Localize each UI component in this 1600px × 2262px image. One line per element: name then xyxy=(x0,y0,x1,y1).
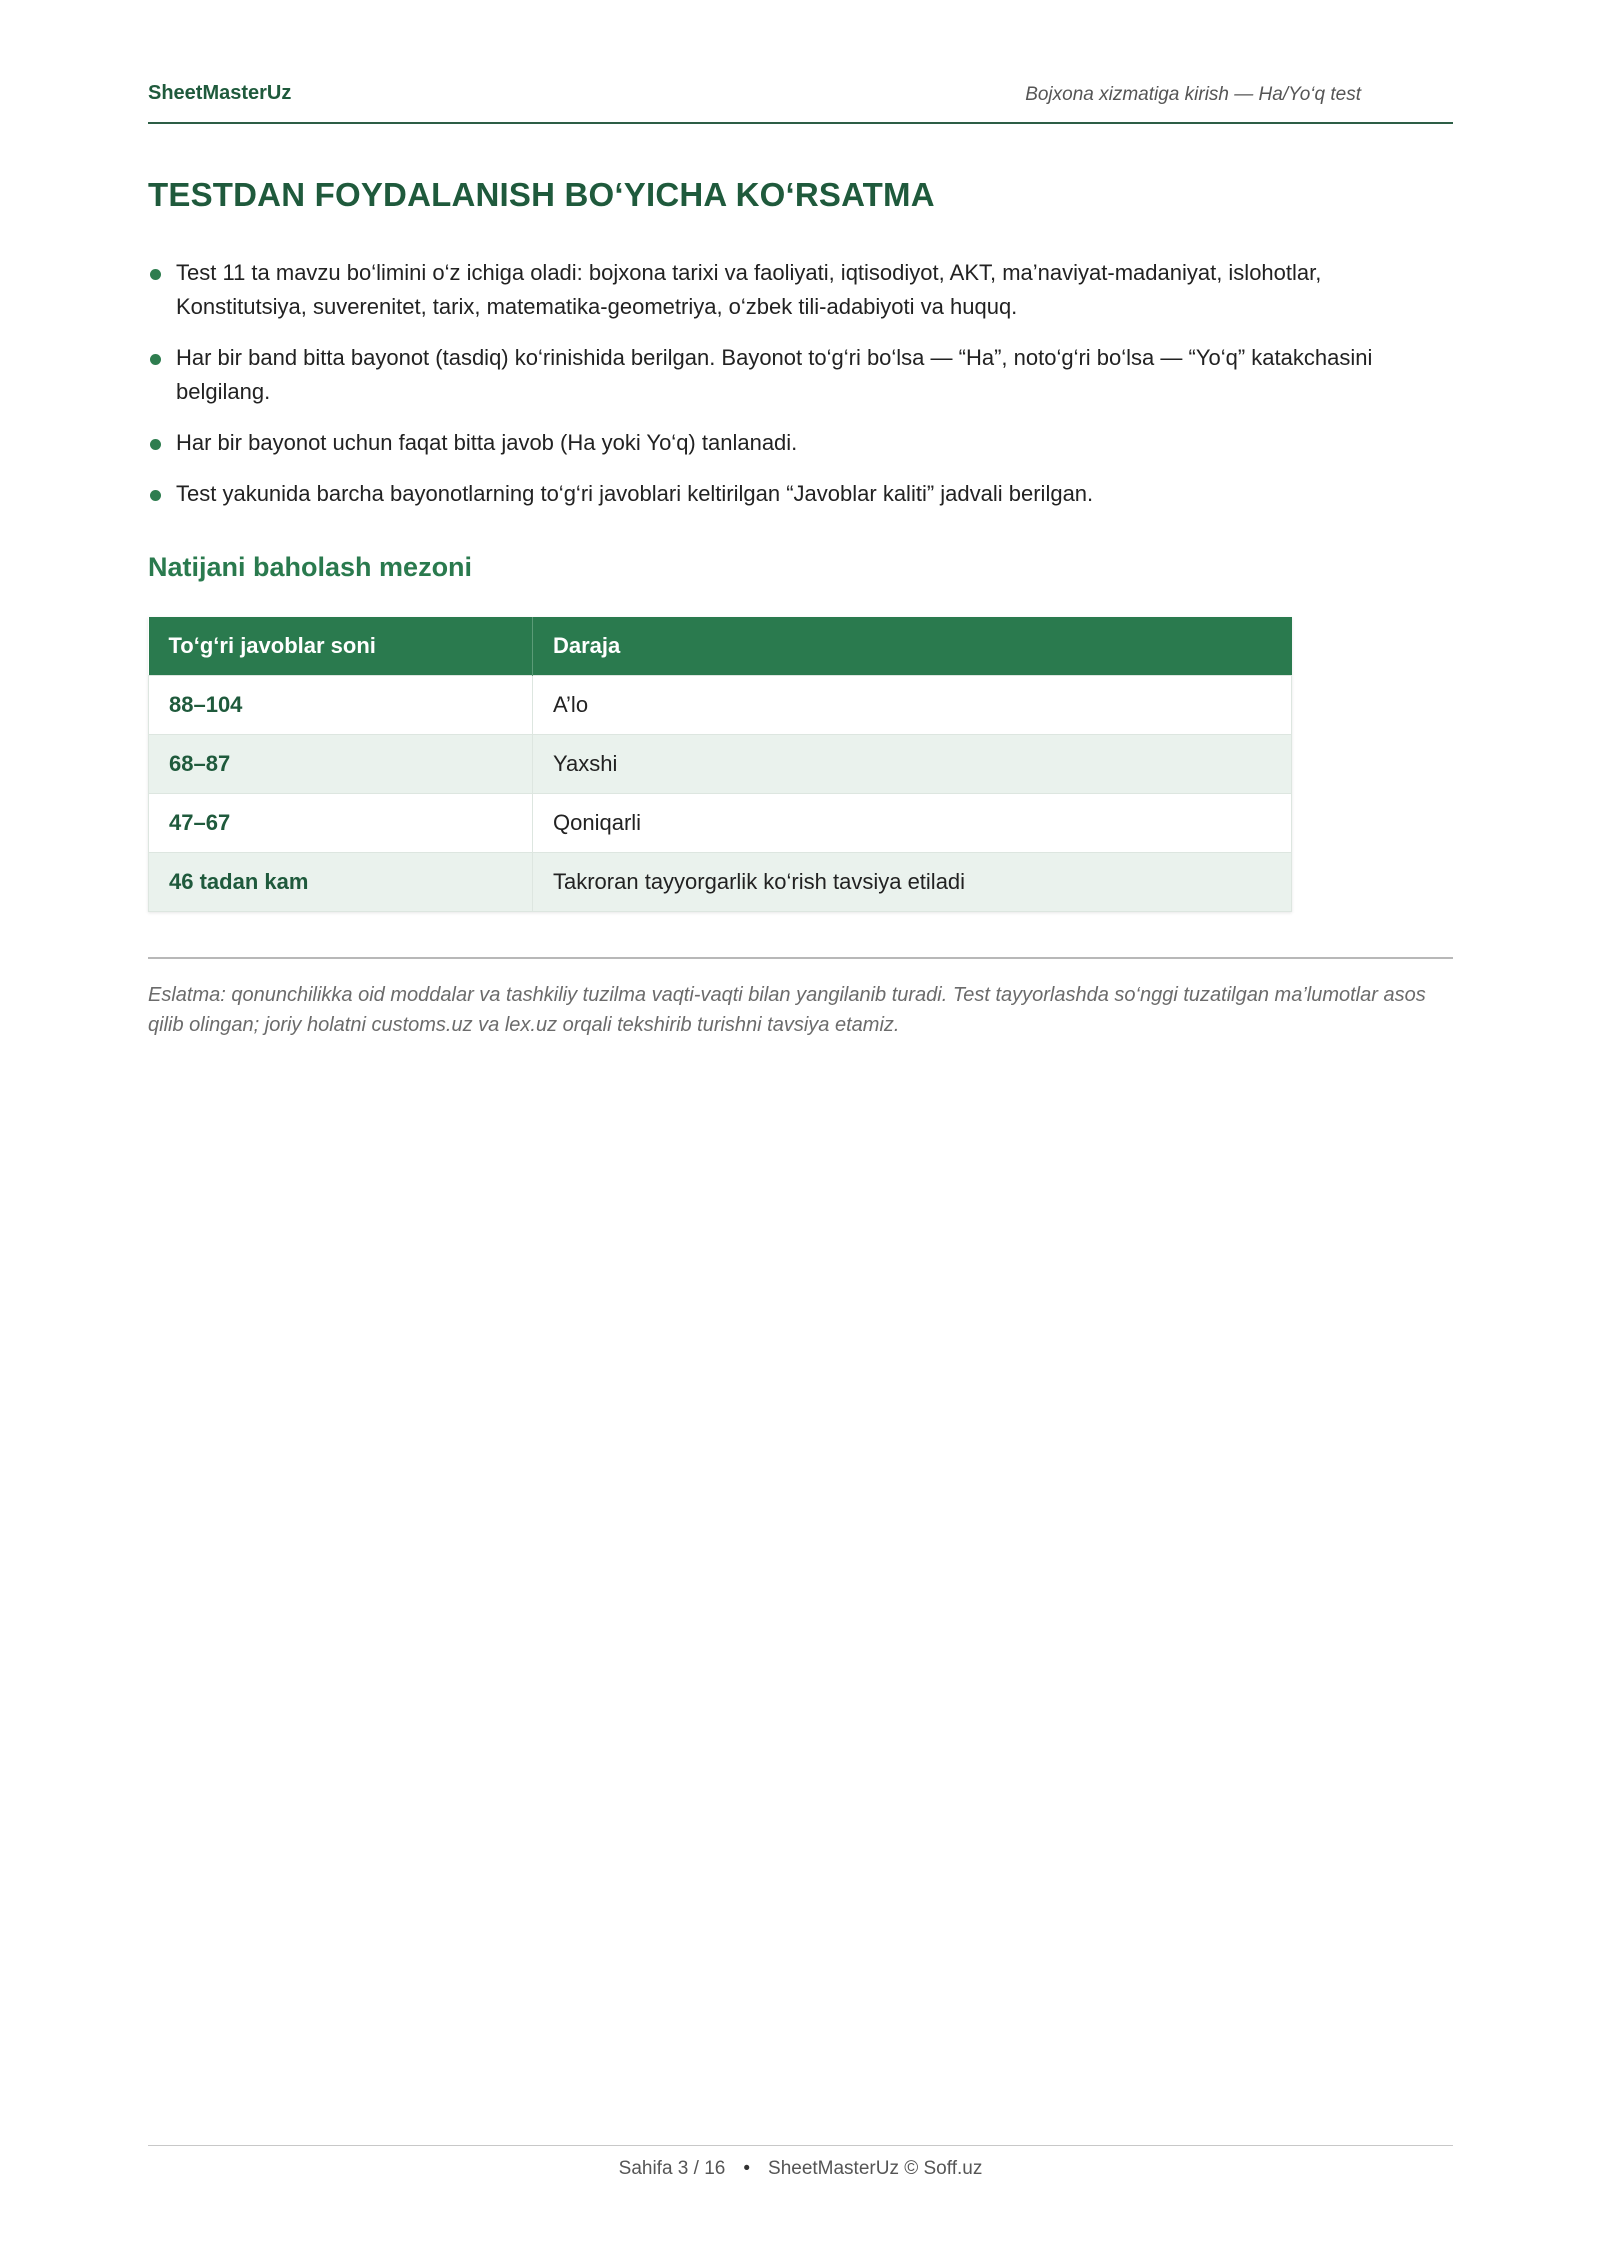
grade-cell: Takroran tayyorgarlik ko‘rish tavsiya etiladi xyxy=(533,853,1292,912)
brand-name: SheetMasterUz xyxy=(148,82,292,104)
list-item xyxy=(148,477,1408,511)
score-range-cell: 46 tadan kam xyxy=(149,853,533,912)
table-row xyxy=(149,853,1292,912)
bullet-dot-icon xyxy=(150,269,161,280)
score-range-cell: 47–67 xyxy=(149,794,533,853)
table-header-row xyxy=(149,617,1292,676)
list-item xyxy=(148,256,1408,324)
footer-copyright: SheetMasterUz © Soff.uz xyxy=(768,2158,983,2179)
list-item xyxy=(148,426,1408,460)
grade-cell: A’lo xyxy=(533,676,1292,735)
bullet-dot-icon xyxy=(150,490,161,501)
column-header-correct-answers: To‘g‘ri javoblar soni xyxy=(149,617,533,676)
list-item-text: Test yakunida barcha bayonotlarning to‘g‘ri javoblari keltirilgan “Javoblar kaliti” jadvali berilgan. xyxy=(176,481,1094,506)
column-header-grade: Daraja xyxy=(533,617,1292,676)
list-item-text: Har bir bayonot uchun faqat bitta javob (Ha yoki Yo‘q) tanlanadi. xyxy=(176,430,798,455)
list-item xyxy=(148,341,1408,409)
document-subtitle: Bojxona xizmatiga kirish — Ha/Yo‘q test xyxy=(1025,84,1361,105)
grading-table xyxy=(148,617,1292,912)
footer-divider xyxy=(148,2145,1453,2146)
note-text: Eslatma: qonunchilikka oid moddalar va tashkiliy tuzilma vaqti-vaqti bilan yangilanib turadi. Test tayyorlashda so‘nggi tuzatilgan ma’lumotlar asos qilib olingan; joriy holatni customs.uz va lex.uz orqali tekshirib turishni tavsiya etamiz. xyxy=(148,984,1426,1036)
score-range-cell: 68–87 xyxy=(149,735,533,794)
page-title: TESTDAN FOYDALANISH BO‘YICHA KO‘RSATMA xyxy=(148,176,935,213)
page-header xyxy=(148,78,1453,124)
grade-cell: Qoniqarli xyxy=(533,794,1292,853)
table-row xyxy=(149,676,1292,735)
grade-cell: Yaxshi xyxy=(533,735,1292,794)
table-row xyxy=(149,794,1292,853)
score-range-cell: 88–104 xyxy=(149,676,533,735)
section-title: Natijani baholash mezoni xyxy=(148,552,473,582)
page-footer xyxy=(148,2158,1453,2180)
table-row xyxy=(149,735,1292,794)
list-item-text: Test 11 ta mavzu bo‘limini o‘z ichiga oladi: bojxona tarixi va faoliyati, iqtisodiyot, AKT, ma’naviyat-madaniyat, islohotlar, Konstitutsiya, suverenitet, tarix, matematika-geometriya, o‘zbek tili-adabiyoti va huquq. xyxy=(176,260,1322,319)
footer-separator: • xyxy=(743,2158,751,2179)
bullet-dot-icon xyxy=(150,354,161,365)
list-item-text: Har bir band bitta bayonot (tasdiq) ko‘rinishida berilgan. Bayonot to‘g‘ri bo‘lsa — “Ha”, noto‘g‘ri bo‘lsa — “Yo‘q” katakchasini belgilang. xyxy=(176,345,1373,404)
note-divider xyxy=(148,957,1453,959)
bullet-dot-icon xyxy=(150,439,161,450)
page-number: Sahifa 3 / 16 xyxy=(618,2158,726,2179)
instructions-list xyxy=(148,256,1408,528)
